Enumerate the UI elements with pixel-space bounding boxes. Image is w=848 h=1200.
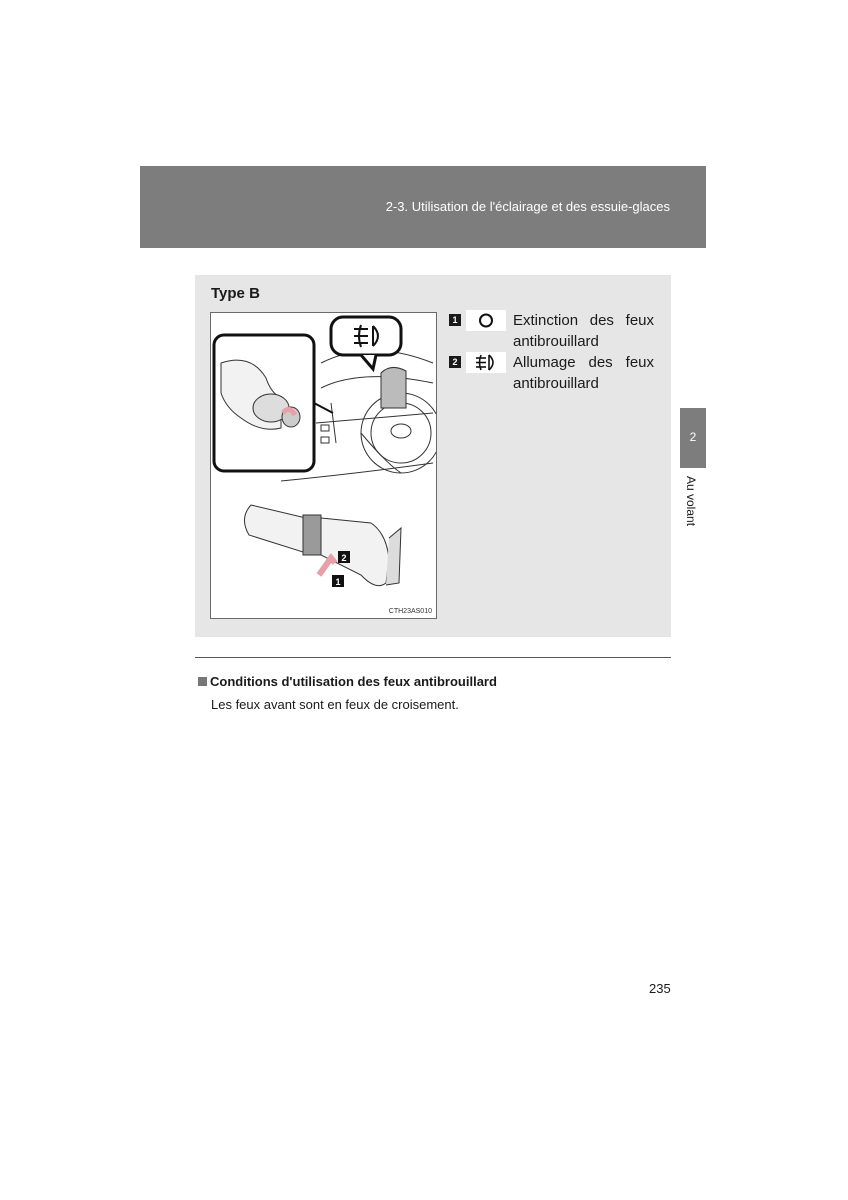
figure-title: Type B: [211, 285, 260, 302]
svg-text:1: 1: [335, 577, 341, 587]
illustration: [210, 312, 437, 619]
bullet-square-icon: [198, 677, 207, 686]
conditions-title: Conditions d'utilisation des feux antibrouillard: [210, 674, 497, 689]
section-title: 2-3. Utilisation de l'éclairage et des essuie-glaces: [385, 199, 670, 214]
svg-text:2: 2: [341, 553, 347, 563]
figure-box: [195, 275, 671, 637]
bubble-fog-icon: [331, 317, 401, 369]
legend-text: Allumage des feux antibrouillard: [513, 354, 654, 392]
legend-text: Extinction des feux antibrouillard: [513, 312, 654, 350]
stalk-illustration: [211, 313, 436, 618]
circle-off-icon: [466, 310, 506, 331]
front-fog-light-icon: [466, 352, 506, 373]
legend-number: 2: [449, 356, 461, 368]
chapter-number: 2: [689, 430, 697, 444]
conditions-heading: [198, 674, 497, 689]
conditions-body: Les feux avant sont en feux de croisement.: [211, 697, 459, 712]
section-divider: [195, 657, 671, 658]
chapter-tab: [680, 408, 706, 468]
header-band: [140, 166, 706, 248]
image-code: CTH23AS010: [388, 608, 432, 615]
chapter-label: Au volant: [684, 476, 698, 527]
callout-1: [332, 575, 344, 587]
callout-2: [338, 551, 350, 563]
page-number: 235: [649, 981, 671, 996]
legend-number: 1: [449, 314, 461, 326]
